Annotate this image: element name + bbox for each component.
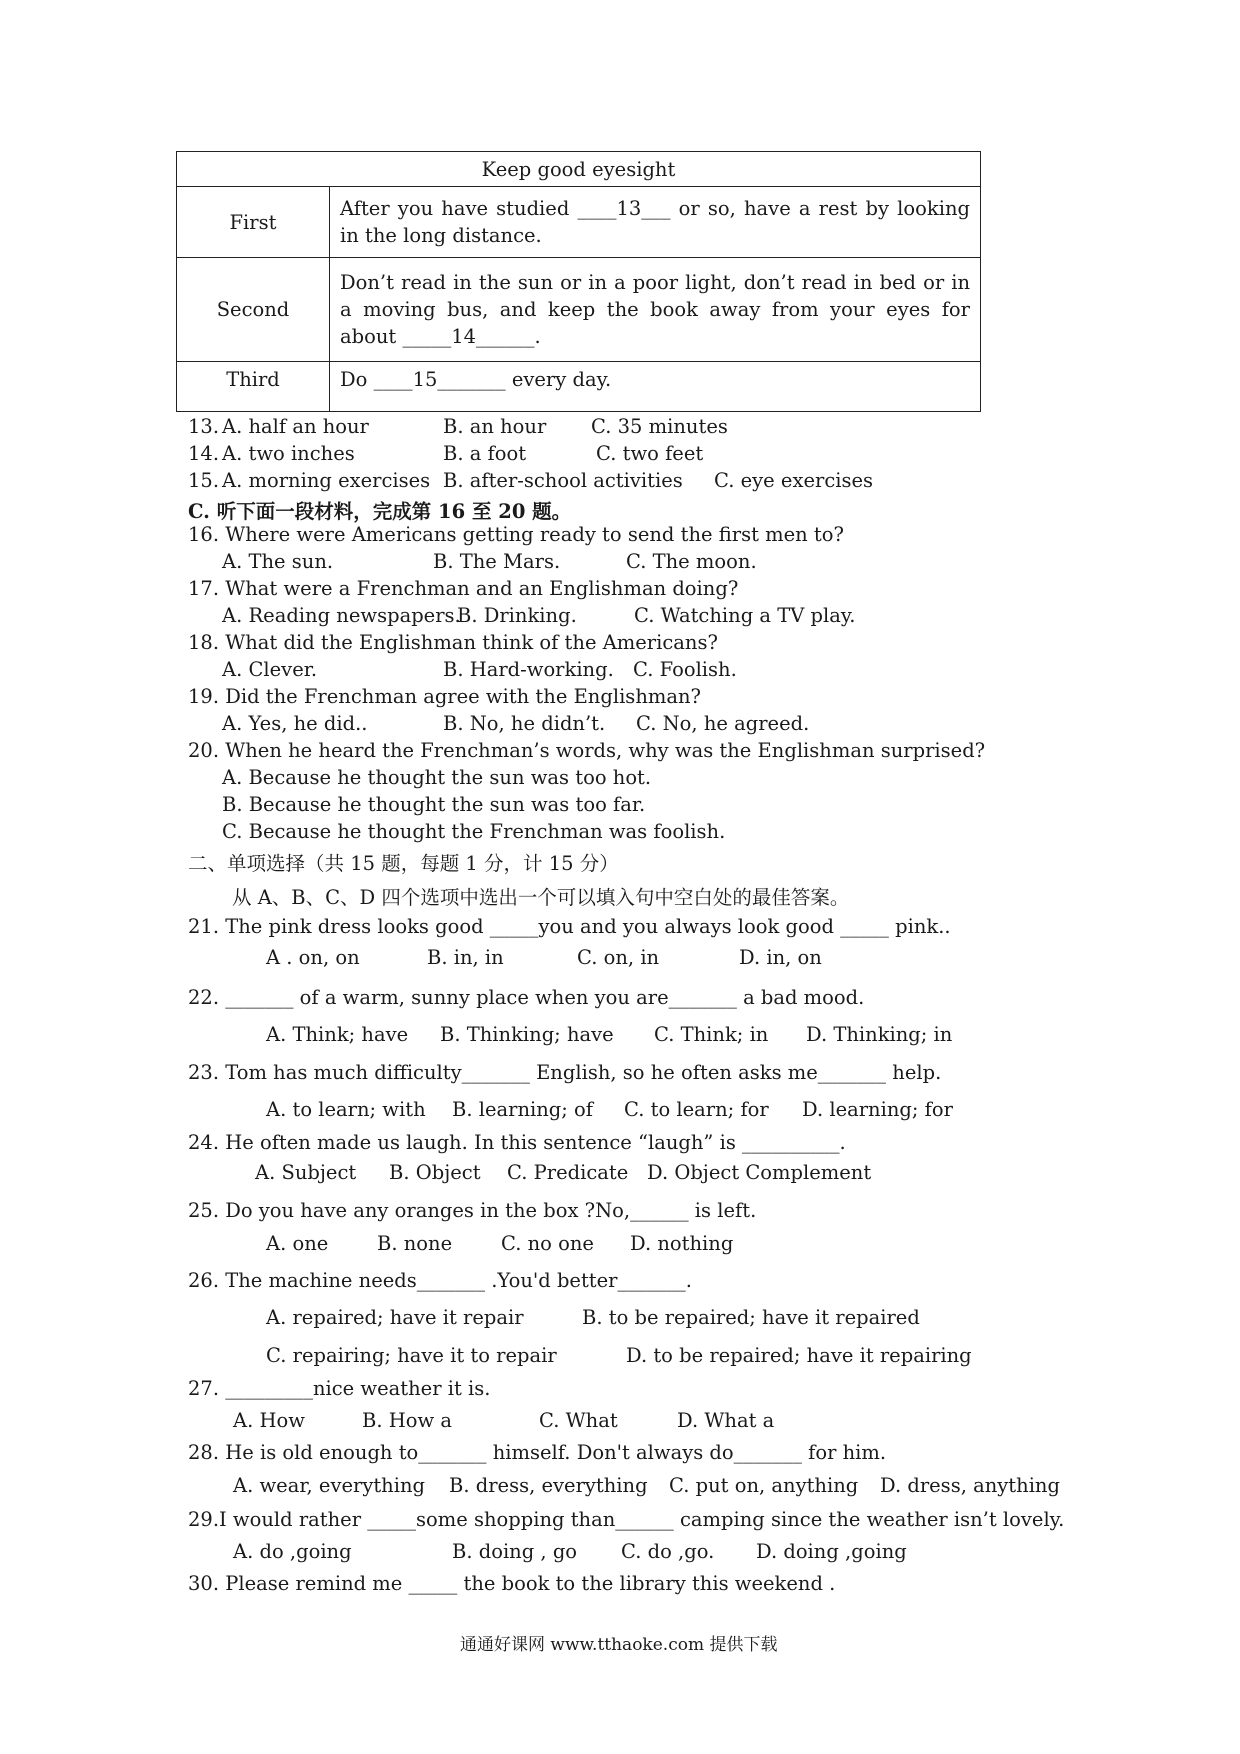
q24-option-c: C. Predicate [507, 1161, 629, 1184]
q27-option-a: A. How [233, 1409, 305, 1432]
q14-num: 14. [188, 442, 220, 465]
q26-stem: 26. The machine needs_______ .You'd better_______. [188, 1269, 692, 1292]
q25-stem: 25. Do you have any oranges in the box ?No,______ is left. [188, 1199, 757, 1222]
page-footer: 通通好课网 www.tthaoke.com 提供下载 [460, 1635, 778, 1655]
q16-option-a: A. The sun. [222, 550, 334, 573]
q23-option-b: B. learning; of [452, 1098, 594, 1121]
q20-option-b: B. Because he thought the sun was too far. [222, 793, 646, 816]
q22-option-d: D. Thinking; in [806, 1023, 953, 1046]
q24-option-d: D. Object Complement [647, 1161, 872, 1184]
q21-option-b: B. in, in [427, 946, 504, 969]
q19-option-b: B. No, he didn’t. [443, 712, 606, 735]
q29-option-c: C. do ,go. [621, 1540, 715, 1563]
q27-option-d: D. What a [677, 1409, 775, 1432]
row-text-second: Don’t read in the sun or in a poor light, don’t read in bed or in a moving bus, and keep the book away from your eyes for about _____14______. [330, 258, 981, 362]
part2-heading: 二、单项选择（共 15 题，每题 1 分，计 15 分） [188, 852, 619, 875]
q25-option-b: B. none [377, 1232, 453, 1255]
q17-stem: 17. What were a Frenchman and an Englishman doing? [188, 577, 739, 600]
q25-option-c: C. no one [501, 1232, 594, 1255]
q28-stem: 28. He is old enough to_______ himself. Don't always do_______ for him. [188, 1441, 887, 1464]
q23-option-a: A. to learn; with [266, 1098, 426, 1121]
q26-option-d: D. to be repaired; have it repairing [626, 1344, 972, 1367]
q20-option-c: C. Because he thought the Frenchman was foolish. [222, 820, 726, 843]
q18-option-b: B. Hard-working. [443, 658, 614, 681]
q28-option-c: C. put on, anything [669, 1474, 859, 1497]
q15-option-a: A. morning exercises [222, 469, 431, 492]
q25-option-d: D. nothing [630, 1232, 734, 1255]
q30-stem: 30. Please remind me _____ the book to the library this weekend . [188, 1572, 836, 1595]
table-title: Keep good eyesight [177, 152, 981, 187]
q25-option-a: A. one [266, 1232, 329, 1255]
q28-option-b: B. dress, everything [449, 1474, 648, 1497]
q14-option-b: B. a foot [443, 442, 527, 465]
q28-option-a: A. wear, everything [233, 1474, 426, 1497]
q27-stem: 27. _________nice weather it is. [188, 1377, 491, 1400]
q16-option-c: C. The moon. [626, 550, 757, 573]
q29-stem: 29.I would rather _____some shopping than______ camping since the weather isn’t lovely. [188, 1508, 1065, 1531]
q27-option-b: B. How a [362, 1409, 452, 1432]
q29-option-d: D. doing ,going [756, 1540, 907, 1563]
q23-option-d: D. learning; for [802, 1098, 953, 1121]
q21-option-c: C. on, in [577, 946, 660, 969]
q13-option-b: B. an hour [443, 415, 547, 438]
q21-option-a: A . on, on [266, 946, 360, 969]
q18-option-a: A. Clever. [222, 658, 318, 681]
q21-option-d: D. in, on [739, 946, 822, 969]
q16-stem: 16. Where were Americans getting ready to send the first men to? [188, 523, 844, 546]
q26-option-a: A. repaired; have it repair [266, 1306, 524, 1329]
row-label-third: Third [177, 362, 330, 412]
q27-option-c: C. What [539, 1409, 618, 1432]
q26-option-b: B. to be repaired; have it repaired [582, 1306, 920, 1329]
q13-num: 13. [188, 415, 220, 438]
row-label-second: Second [177, 258, 330, 362]
eyesight-table [176, 151, 981, 412]
q21-stem: 21. The pink dress looks good _____you and you always look good _____ pink.. [188, 915, 951, 938]
q29-option-a: A. do ,going [233, 1540, 352, 1563]
q20-stem: 20. When he heard the Frenchman’s words, why was the Englishman surprised? [188, 739, 986, 762]
q16-option-b: B. The Mars. [433, 550, 561, 573]
q28-option-d: D. dress, anything [880, 1474, 1060, 1497]
q14-option-c: C. two feet [596, 442, 704, 465]
q17-option-a: A. Reading newspapers. [222, 604, 461, 627]
q15-option-b: B. after-school activities [443, 469, 683, 492]
section-c-heading: C. 听下面一段材料，完成第 16 至 20 题。 [188, 500, 572, 523]
q20-option-a: A. Because he thought the sun was too hot. [222, 766, 652, 789]
q24-stem: 24. He often made us laugh. In this sentence “laugh” is __________. [188, 1131, 846, 1154]
q24-option-a: A. Subject [255, 1161, 357, 1184]
q18-stem: 18. What did the Englishman think of the Americans? [188, 631, 718, 654]
q17-option-c: C. Watching a TV play. [634, 604, 856, 627]
q15-option-c: C. eye exercises [714, 469, 874, 492]
q24-option-b: B. Object [389, 1161, 481, 1184]
q13-option-a: A. half an hour [222, 415, 369, 438]
q29-option-b: B. doing , go [452, 1540, 578, 1563]
q19-option-a: A. Yes, he did.. [222, 712, 368, 735]
q19-option-c: C. No, he agreed. [636, 712, 810, 735]
q23-option-c: C. to learn; for [624, 1098, 769, 1121]
part2-instruction: 从 A、B、C、D 四个选项中选出一个可以填入句中空白处的最佳答案。 [232, 886, 850, 909]
q19-stem: 19. Did the Frenchman agree with the Englishman? [188, 685, 702, 708]
q15-num: 15. [188, 469, 220, 492]
q22-stem: 22. _______ of a warm, sunny place when you are_______ a bad mood. [188, 986, 865, 1009]
q22-option-a: A. Think; have [266, 1023, 409, 1046]
q23-stem: 23. Tom has much difficulty_______ English, so he often asks me_______ help. [188, 1061, 942, 1084]
q18-option-c: C. Foolish. [633, 658, 737, 681]
row-text-first: After you have studied ____13___ or so, have a rest by looking in the long distance. [330, 187, 981, 258]
q14-option-a: A. two inches [222, 442, 355, 465]
row-label-first: First [177, 187, 330, 258]
q17-option-b: B. Drinking. [457, 604, 577, 627]
q22-option-b: B. Thinking; have [440, 1023, 614, 1046]
q22-option-c: C. Think; in [654, 1023, 769, 1046]
row-text-third: Do ____15_______ every day. [330, 362, 981, 412]
q13-option-c: C. 35 minutes [591, 415, 728, 438]
q26-option-c: C. repairing; have it to repair [266, 1344, 557, 1367]
